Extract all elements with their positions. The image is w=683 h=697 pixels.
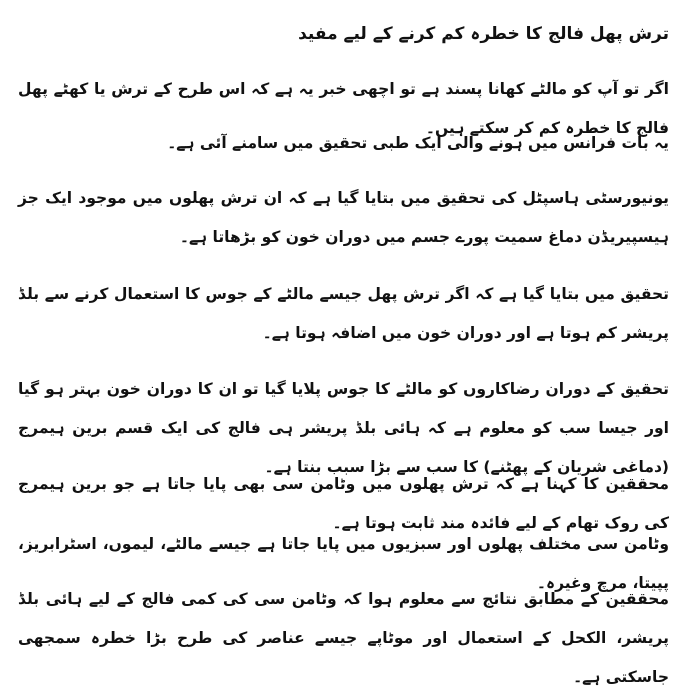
article-title: ترش پھل فالج کا خطرہ کم کرنے کے لیے مفید (298, 24, 669, 44)
article-paragraph: تحقیق میں بتایا گیا ہے کہ اگر ترش پھل جیسے مالٹے کے جوس کا استعمال کرنے سے بلڈ پریشر کم ہوتا ہے اور دوران خون میں اضافہ ہوتا ہے۔ (18, 285, 669, 342)
article-paragraph: وٹامن سی مختلف پھلوں اور سبزیوں میں پایا جاتا ہے جیسے مالٹے، لیموں، اسٹرابریز، پپیتا، مرچ وغیرہ۔ (18, 535, 669, 592)
article-paragraph: محققین کا کہنا ہے کہ ترش پھلوں میں وٹامن سی بھی پایا جاتا ہے جو برین ہیمرج کی روک تھام کے لیے فائدہ مند ثابت ہوتا ہے۔ (18, 475, 669, 532)
article (18, 0, 669, 686)
article-paragraph: اگر تو آپ کو مالٹے کھانا پسند ہے تو اچھی خبر یہ ہے کہ اس طرح کے ترش یا کھٹے پھل فالج کا خطرہ کم کر سکتے ہیں۔ (18, 80, 669, 137)
article-paragraph: محققین کے مطابق نتائج سے معلوم ہوا کہ وٹامن سی کی کمی فالج کے لیے ہائی بلڈ پریشر، الکحل کے استعمال اور موٹاپے جیسے عناصر کی طرح بڑا خطرہ سمجھی جاسکتی ہے۔ (18, 590, 669, 686)
article-paragraph: تحقیق کے دوران رضاکاروں کو مالٹے کا جوس پلایا گیا تو ان کا دوران خون بہتر ہو گیا اور جیسا سب کو معلوم ہے کہ ہائی بلڈ پریشر ہی فالج کی ایک قسم برین ہیمرج (دماغی شریان کے پھٹنے) کا سب سے بڑا سبب بنتا ہے۔ (18, 380, 669, 476)
article-paragraph: یہ بات فرانس میں ہونے والی ایک طبی تحقیق میں سامنے آئی ہے۔ (167, 134, 669, 152)
article-paragraph: یونیورسٹی ہاسپٹل کی تحقیق میں بتایا گیا ہے کہ ان ترش پھلوں میں موجود ایک جز ہیسپیریڈن دماغ سمیت پورے جسم میں دوران خون کو بڑھاتا ہے۔ (18, 189, 669, 246)
